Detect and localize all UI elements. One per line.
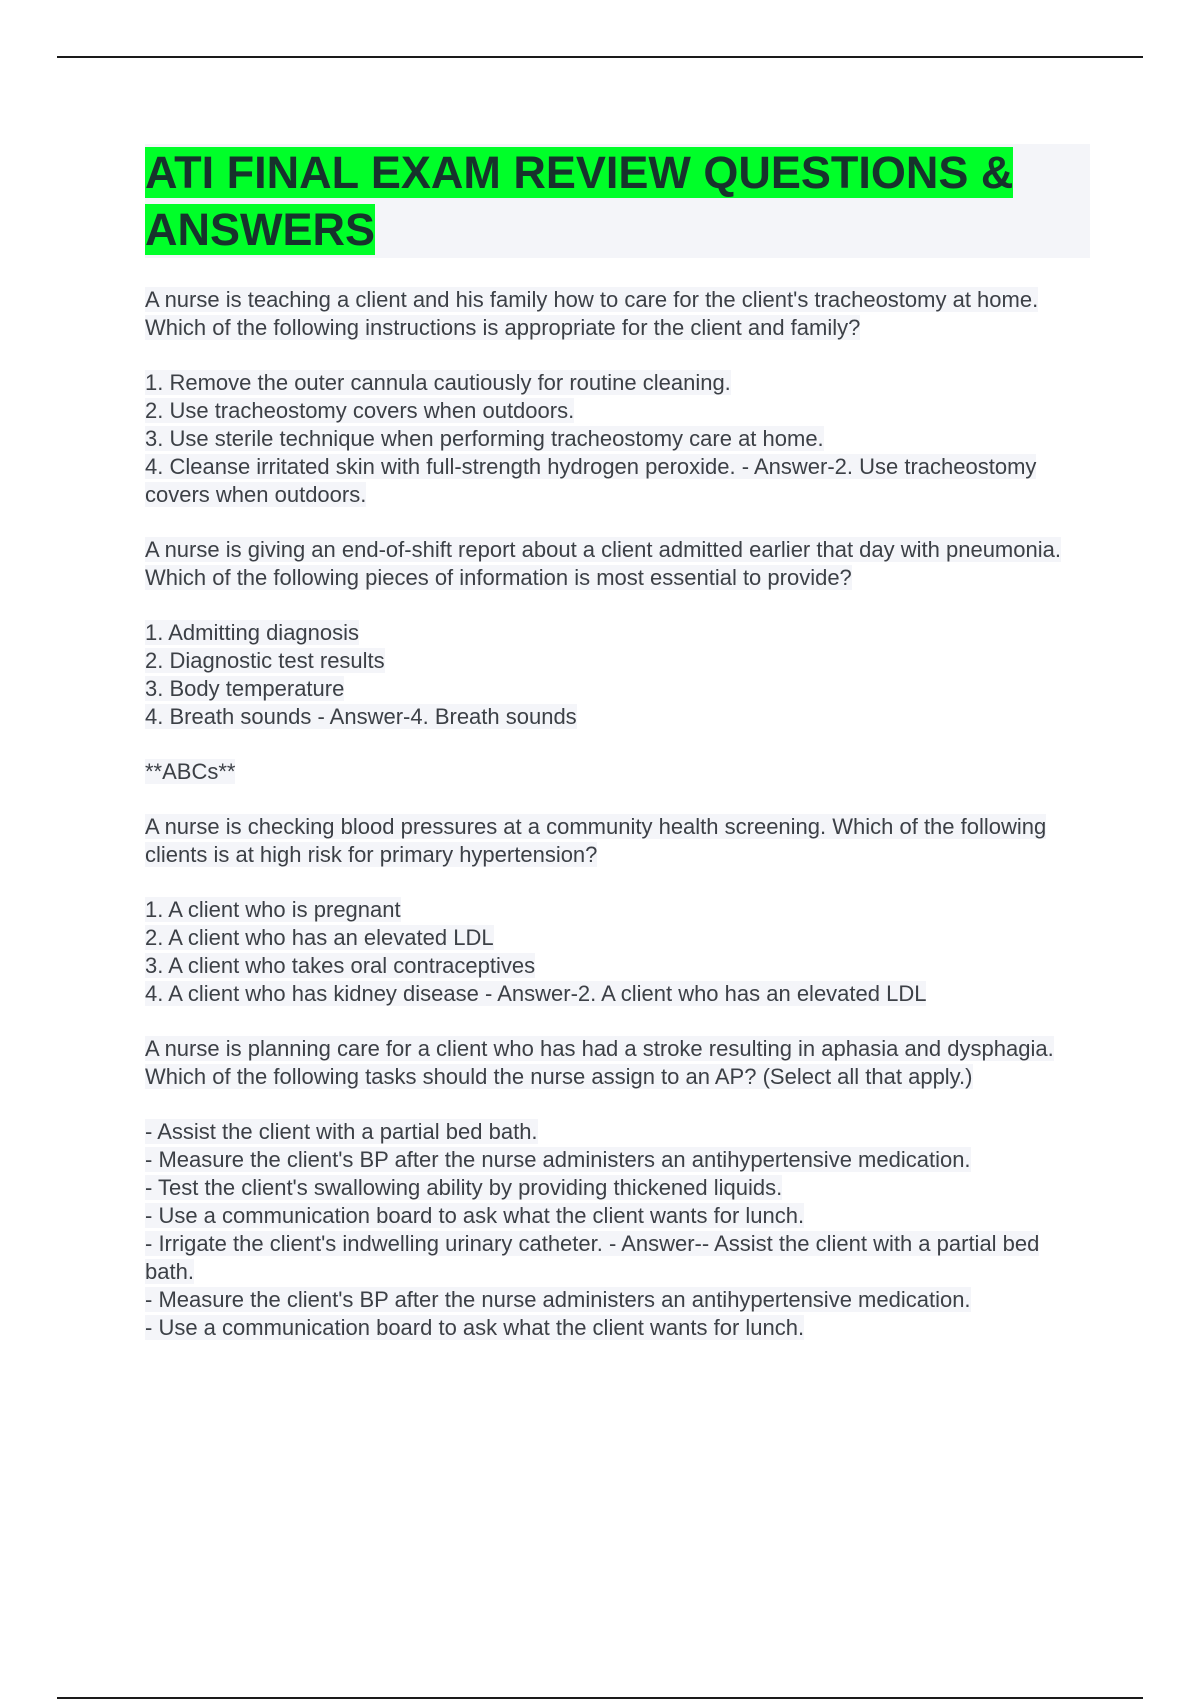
text-line-content: A nurse is giving an end-of-shift report about a client admitted earlier that day with pneumonia. Which of the following pieces of information is most essential to provide? [145,537,1061,590]
text-line-content: A nurse is planning care for a client who has had a stroke resulting in aphasia and dysphagia. Which of the following tasks should the nurse assign to an AP? (Select all that apply.) [145,1036,1054,1089]
text-line-content: - Measure the client's BP after the nurse administers an antihypertensive medication. [145,1147,971,1172]
text-block [145,1035,1090,1091]
text-line [145,453,1090,509]
text-line [145,425,1090,453]
text-line-content: - Irrigate the client's indwelling urinary catheter. - Answer-- Assist the client with a partial bed bath. [145,1231,1040,1284]
text-block [145,896,1090,1008]
text-block [145,286,1090,342]
text-line [145,952,1090,980]
text-line-content: - Measure the client's BP after the nurse administers an antihypertensive medication. [145,1287,971,1312]
text-line-content: 3. A client who takes oral contraceptives [145,953,536,978]
text-line [145,619,1090,647]
text-block [145,369,1090,509]
text-line [145,369,1090,397]
text-line-content: **ABCs** [145,759,236,784]
title-block [145,144,1090,258]
text-line-content: 3. Use sterile technique when performing tracheostomy care at home. [145,426,824,451]
text-block [145,536,1090,592]
text-line [145,1035,1090,1091]
text-line [145,675,1090,703]
text-line [145,1286,1090,1314]
text-line [145,1202,1090,1230]
text-line [145,1146,1090,1174]
text-line-content: A nurse is teaching a client and his family how to care for the client's tracheostomy at home. Which of the following instructions is appropriate for the client and family? [145,287,1039,340]
text-line [145,647,1090,675]
text-line-content: - Test the client's swallowing ability by providing thickened liquids. [145,1175,783,1200]
text-line [145,703,1090,731]
text-line-content: 1. A client who is pregnant [145,897,401,922]
text-line [145,1174,1090,1202]
text-line [145,896,1090,924]
text-line [145,286,1090,342]
text-line [145,1314,1090,1342]
text-line-content: 4. Cleanse irritated skin with full-strength hydrogen peroxide. - Answer-2. Use tracheostomy covers when outdoors. [145,454,1037,507]
text-line [145,536,1090,592]
text-line-content: 2. Use tracheostomy covers when outdoors. [145,398,575,423]
text-block [145,813,1090,869]
text-line-content: 1. Remove the outer cannula cautiously for routine cleaning. [145,370,731,395]
text-line [145,1230,1090,1286]
question-list [145,286,1090,1342]
text-line [145,1118,1090,1146]
text-line-content: 2. Diagnostic test results [145,648,385,673]
text-line-content: - Use a communication board to ask what the client wants for lunch. [145,1315,805,1340]
text-line [145,813,1090,869]
text-line [145,924,1090,952]
text-line-content: - Assist the client with a partial bed bath. [145,1119,538,1144]
text-line [145,980,1090,1008]
text-block [145,758,1090,786]
text-line-content: - Use a communication board to ask what the client wants for lunch. [145,1203,805,1228]
text-block [145,619,1090,731]
text-line-content: A nurse is checking blood pressures at a community health screening. Which of the following clients is at high risk for primary hypertension? [145,814,1047,867]
bottom-rule [57,1697,1143,1699]
text-block [145,1118,1090,1342]
text-line-content: 4. A client who has kidney disease - Answer-2. A client who has an elevated LDL [145,981,927,1006]
text-line [145,758,1090,786]
text-line-content: 3. Body temperature [145,676,345,701]
top-rule [57,56,1143,58]
document-title: ATI FINAL EXAM REVIEW QUESTIONS & ANSWERS [145,147,1014,255]
text-line-content: 2. A client who has an elevated LDL [145,925,494,950]
text-line-content: 1. Admitting diagnosis [145,620,360,645]
document-body [145,144,1090,1369]
text-line-content: 4. Breath sounds - Answer-4. Breath sounds [145,704,577,729]
text-line [145,397,1090,425]
